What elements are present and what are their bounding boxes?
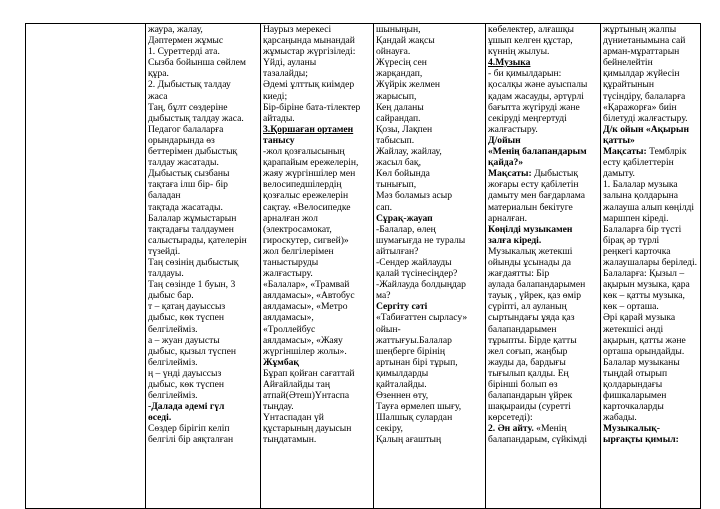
cell-text-line: Дәптермен жұмыс xyxy=(148,35,224,47)
cell-text-line: ұшып келген құстар, xyxy=(488,35,573,47)
cell-text-line: дамыту. xyxy=(603,168,635,180)
cell-text-line: қатты» xyxy=(603,134,635,146)
cell-text-line: дамыту мен бағдарлама xyxy=(488,190,585,202)
cell-text-line: жол белгілерімен xyxy=(263,245,334,257)
cell-text-line: білетуді жалғастыру. xyxy=(603,112,688,124)
cell-text-line: -жол қозғалысының xyxy=(263,146,345,158)
cell-text-line: жарқандап, xyxy=(376,68,423,80)
cell-text-line: Балаларға бір түсті xyxy=(603,223,682,235)
cell-text-line: Көл бойында xyxy=(376,168,430,180)
cell-text-line: жағдаятты: Бір xyxy=(488,268,550,280)
cell-text-line: баладан xyxy=(148,190,181,202)
cell-text-line: бірінші болып өз xyxy=(488,379,558,390)
cell-text-line: атпай(Әтеш)Үнтаспа xyxy=(263,390,350,402)
cell-text-line: 3.Қоршаған ортамен xyxy=(263,123,354,135)
cell-text-line: дүниетанымына сай xyxy=(603,35,686,47)
cell-text-line: гироскутер, сигвей)» xyxy=(263,234,349,246)
cell-text-line: балапандарын үйрек xyxy=(488,390,573,402)
cell-text-line: қосалқы және ауыспалы xyxy=(488,79,588,91)
cell-text-line: жалаушалары беріледі. xyxy=(603,256,698,268)
cell-text-line: Педагог балаларға xyxy=(148,123,224,135)
cell-text-line: Балалар музыканы xyxy=(603,356,680,368)
table-cell-col-1 xyxy=(146,24,261,509)
cell-text-line: Музыкалық жетекші xyxy=(488,245,573,257)
cell-text-line: орындарында өз xyxy=(148,134,215,146)
cell-text-line: -Сендер жайлауды xyxy=(376,256,452,268)
cell-text-line: жұмыстар жүргізіледі: xyxy=(263,46,356,58)
cell-text-line: дыбыс бар. xyxy=(148,290,194,302)
cell-text-line: Таң, бұлт сөздеріне xyxy=(148,101,228,113)
cell-text-line: жарысып, xyxy=(376,90,417,102)
cell-text-line: 2. Ән айту. «Менің xyxy=(488,423,567,435)
cell-text-line: қарсаңында мынандай xyxy=(263,35,355,47)
cell-text-line: Балаларға: Қызыл – xyxy=(603,268,685,280)
cell-text-line: қолдарындағы xyxy=(603,379,663,390)
cell-text-line: Д/ойын xyxy=(488,134,521,146)
cell-text-line: «Балалар», «Трамвай xyxy=(263,279,350,291)
cell-text-line: түзейді. xyxy=(148,245,181,257)
cell-text-line: Жайлау, жайлау, xyxy=(376,146,442,158)
cell-text-line: ақырын, қатты және xyxy=(603,334,686,346)
cell-text-line: сайрандап. xyxy=(376,112,421,124)
cell-text-line: өседі. xyxy=(148,412,172,424)
cell-text-line: фишкаларымен xyxy=(603,390,667,402)
cell-text-line: Үйді, ауланы xyxy=(263,57,317,69)
cell-text-line: Қалың ағаштың xyxy=(376,434,442,446)
cell-text-line: ң – үнді дауыссыз xyxy=(148,367,222,379)
cell-text-line: тұрыпты. Бірде қатты xyxy=(488,334,577,346)
cell-text-line: Бір-біріне бата-тілектер xyxy=(263,101,361,113)
cell-text-line: 1. Балалар музыка xyxy=(603,179,678,191)
cell-text-line: жаура, жалау, xyxy=(148,24,203,35)
cell-text-line: Әрі қарай музыка xyxy=(603,312,676,324)
cell-text-line: салыстырады, қателерін xyxy=(148,234,247,246)
cell-text-line: аялдамасы», «Жаяу xyxy=(263,334,343,346)
cell-text-line: құра. xyxy=(148,68,169,80)
cell-text-line: аялдамасы», xyxy=(263,312,314,324)
cell-text-line: Балалар жұмыстарын xyxy=(148,212,237,224)
cell-text-line: балапандарымен xyxy=(488,323,557,335)
cell-text-line: талдауы. xyxy=(148,268,184,280)
cell-text-line: шақыраиды (суретті xyxy=(488,401,571,413)
cell-text-line: айтады. xyxy=(263,112,295,124)
cell-text-line: орташа орындайды. xyxy=(603,345,685,357)
cell-text-line: Жүйрік желмен xyxy=(376,79,441,91)
cell-text-line: Сөздер бірігіп келіп xyxy=(148,423,230,435)
cell-text-line: «Қаражорға» биін xyxy=(603,101,677,113)
cell-text-line: тыңдатамын. xyxy=(263,434,317,446)
cell-text-line: жалғастыру. xyxy=(263,268,313,280)
cell-text-line: ойын- xyxy=(376,323,401,335)
cell-text-line: «Менің балапандарым xyxy=(488,146,587,158)
cell-text-line: таныстыруды xyxy=(263,256,319,268)
cell-text-line: (электросамокат, xyxy=(263,223,332,235)
cell-text-line: арналған. xyxy=(488,212,528,224)
cell-text-line: тазалайды; xyxy=(263,68,308,80)
cell-text-line: Таң сөзінің дыбыстық xyxy=(148,256,239,268)
cell-text-line: «Троллейбус xyxy=(263,323,316,335)
cell-text-line: - би қимылдарын: xyxy=(488,68,562,80)
cell-text-line: түсіндіру, балаларға xyxy=(603,90,686,102)
cell-text-line: белгілейміз. xyxy=(148,323,198,335)
cell-text-line: Мақсаты: Темблрік xyxy=(603,146,687,158)
cell-text-line: құрайтынын xyxy=(603,79,654,91)
cell-text-line: Әдемі ұлттық киімдер xyxy=(263,79,355,91)
cell-text-line: жоғары есту қабілетін xyxy=(488,179,579,191)
cell-text-line: күннің жылуы. xyxy=(488,46,550,58)
cell-text-line: 2. Дыбыстық талдау xyxy=(148,79,231,91)
cell-text-line: жасыл бақ, xyxy=(376,157,421,169)
cell-text-line: ма? xyxy=(376,290,391,302)
cell-text-line: Өзеннен өту, xyxy=(376,390,429,402)
cell-text-line: тақтаға ілш бір- бір xyxy=(148,179,228,191)
cell-text-line: Кең даланы xyxy=(376,101,424,113)
cell-text-line: Қозы, Лақпен xyxy=(376,123,433,135)
cell-text-line: шыныңын, xyxy=(376,24,421,35)
cell-text-line: 1. Суреттерді ата. xyxy=(148,46,220,58)
cell-text-line: -Жайлауда болдыңдар xyxy=(376,279,466,291)
cell-text-line: -Балалар, өлең xyxy=(376,223,436,235)
cell-text-line: -Далада әдемі гүл xyxy=(148,401,225,413)
cell-text-line: Шалшық сулардан xyxy=(376,412,453,424)
cell-text-line: шеңберге бірінің xyxy=(376,345,445,357)
cell-text-line: дыбыс, қызыл түспен xyxy=(148,345,237,357)
cell-text-line: Үнтаспадан үй xyxy=(263,412,324,424)
cell-text-line: сүріпті, ал ауланың xyxy=(488,301,567,313)
cell-text-line: реңкегі карточка xyxy=(603,245,671,257)
cell-text-line: көрсетеді): xyxy=(488,412,533,424)
cell-text-line: белгілейміз. xyxy=(148,390,198,402)
cell-text-line: бейнелейтін xyxy=(603,57,653,69)
cell-text-line: айтылған? xyxy=(376,245,419,257)
cell-text-line: танысу xyxy=(263,134,295,146)
cell-text-line: балапандарым, сүйкімді xyxy=(488,434,588,446)
cell-text-line: артынан бірі тұрып, xyxy=(376,356,458,368)
cell-text-line: киеді; xyxy=(263,90,288,102)
cell-text-line: қалай түсінесіңдер? xyxy=(376,268,458,280)
cell-text-line: тақтада жасатады. xyxy=(148,201,223,213)
cell-text-line: тақтадағы талдаумен xyxy=(148,223,234,235)
cell-text-line: Айғайлайды таң xyxy=(263,379,330,390)
cell-text-line: залына қолдарына xyxy=(603,190,679,202)
cell-text-line: табысып. xyxy=(376,134,415,146)
cell-text-line: қайда?» xyxy=(488,157,524,169)
cell-text-line: Музыкалық- xyxy=(603,423,660,435)
cell-text-line: тығылып қалды. Ең xyxy=(488,367,569,379)
cell-text-line: беттерімен дыбыстық xyxy=(148,146,238,158)
cell-text-line: Тауға өрмелеп шығу, xyxy=(376,401,462,413)
table-cell-col-3 xyxy=(374,24,486,509)
cell-text-line: қарапайым ережелерін, xyxy=(263,157,359,169)
cell-text-line: шумағығда не туралы xyxy=(376,234,466,246)
cell-text-line: Бұрап қойған сағаттай xyxy=(263,367,355,379)
table-cell-col-0 xyxy=(26,24,146,509)
cell-text-line: көк – қатты музыка, xyxy=(603,290,685,302)
cell-text-line: Көңілді музыкамен xyxy=(488,223,573,235)
cell-text-line: бағытта жүгіруді және xyxy=(488,101,580,113)
cell-text-line: қимылдар жүйесін xyxy=(603,68,680,80)
cell-text-line: арман-мұраттарын xyxy=(603,46,680,58)
cell-text-line: Д/к ойын «Ақырын xyxy=(603,123,690,135)
cell-text-line: Жүресің сен xyxy=(376,57,427,69)
cell-text-line: қайталайды. xyxy=(376,379,427,390)
cell-text-line: дыбыс, көк түспен xyxy=(148,312,225,324)
cell-text-line: жел соғып, жаңбыр xyxy=(488,345,568,357)
cell-text-line: Сызба бойынша сөйлем xyxy=(148,57,246,69)
cell-text-line: Мәз боламыз асыр xyxy=(376,190,453,202)
cell-text-line: жауды да, бардығы xyxy=(488,356,566,368)
cell-text-line: тауық , үйрек, қаз өмір xyxy=(488,290,582,302)
cell-text-line: велосипедшілердің xyxy=(263,179,342,191)
cell-text-line: жұртының жалпы xyxy=(603,24,677,35)
cell-text-line: бірақ әр түрлі xyxy=(603,234,660,246)
cell-text-line: т – қатаң дауыссыз xyxy=(148,301,226,313)
cell-text-line: жалғастыру. xyxy=(488,123,538,135)
cell-text-line: Наурыз мерекесі xyxy=(263,24,332,35)
cell-text-line: Дыбыстық сызбаны xyxy=(148,168,230,180)
cell-text-line: ойнауға. xyxy=(376,46,411,58)
cell-text-line: аулада балапандарымен xyxy=(488,279,586,291)
cell-text-line: көбелектер, алғашқы xyxy=(488,24,574,35)
cell-text-line: Сұрақ-жауап xyxy=(376,212,433,224)
cell-text-line: жалауша алып көңілді xyxy=(603,201,695,213)
cell-text-line: жүргіншілер жолы». xyxy=(263,345,347,357)
cell-text-line: жаса xyxy=(148,90,168,102)
cell-text-line: секіруді меңгертуді xyxy=(488,112,567,124)
cell-text-line: аялдамасы», «Автобус xyxy=(263,290,355,302)
cell-text-line: 4.Музыка xyxy=(488,57,531,69)
table-row xyxy=(26,24,701,509)
cell-text-line: сап. xyxy=(376,201,393,213)
cell-text-line: талдау жасатады. xyxy=(148,157,219,169)
lesson-plan-table xyxy=(25,23,701,509)
cell-text-line: сақтау. «Велосипедке xyxy=(263,201,351,213)
cell-text-line: Сергіту сәті xyxy=(376,301,428,313)
cell-text-line: Қандай жақсы xyxy=(376,35,435,47)
cell-text-line: тынығып, xyxy=(376,179,417,191)
cell-text-line: ырғақты қимыл: xyxy=(603,434,679,446)
table-cell-col-2 xyxy=(261,24,374,509)
table-cell-col-4 xyxy=(486,24,601,509)
cell-text-line: белгілейміз. xyxy=(148,356,198,368)
cell-text-line: сыртындағы ұяда қаз xyxy=(488,312,575,324)
cell-text-line: қозғалыс ережелерін xyxy=(263,190,349,202)
cell-text-line: дыбыс, көк түспен xyxy=(148,379,225,390)
cell-text-line: жаяу жүргіншілер мен xyxy=(263,168,356,180)
cell-text-line: жетекшісі әнді xyxy=(603,323,664,335)
cell-text-line: Мақсаты: Дыбыстық xyxy=(488,168,578,180)
cell-text-line: арналған жол xyxy=(263,212,318,224)
cell-text-line: тыңдау. xyxy=(263,401,294,413)
cell-text-line: маршпен кіреді. xyxy=(603,212,669,224)
cell-text-line: «Табиғаттен сырласу» xyxy=(376,312,468,324)
cell-text-line: материалын бекітуге xyxy=(488,201,573,213)
cell-text-line: аялдамасы», «Метро xyxy=(263,301,348,313)
cell-text-line: көк – орташа. xyxy=(603,301,659,313)
table-cell-col-5 xyxy=(601,24,701,509)
cell-text-line: а – жуан дауысты xyxy=(148,334,220,346)
cell-text-line: құстарының дауысын xyxy=(263,423,352,435)
cell-text-line: секіру, xyxy=(376,423,403,435)
cell-text-line: ойынды ұсынады да xyxy=(488,256,571,268)
cell-text-line: Жұмбақ xyxy=(263,356,299,368)
cell-text-line: залға кіреді. xyxy=(488,234,542,246)
cell-text-line: қадам жасауды, әртүрлі xyxy=(488,90,584,102)
cell-text-line: қимылдарды xyxy=(376,367,429,379)
cell-text-line: белгілі бір аяқталған xyxy=(148,434,234,446)
cell-text-line: Таң сөзінде 1 буын, 3 xyxy=(148,279,236,291)
cell-text-line: карточкаларды xyxy=(603,401,664,413)
cell-text-line: есту қабілеттерін xyxy=(603,157,674,169)
cell-text-line: тыңдай отырып xyxy=(603,367,668,379)
cell-text-line: ақырын музыка, қара xyxy=(603,279,690,291)
cell-text-line: жабады. xyxy=(603,412,637,424)
cell-text-line: жаттығуы.Балалар xyxy=(376,334,452,346)
cell-text-line: дыбыстық талдау жаса. xyxy=(148,112,244,124)
